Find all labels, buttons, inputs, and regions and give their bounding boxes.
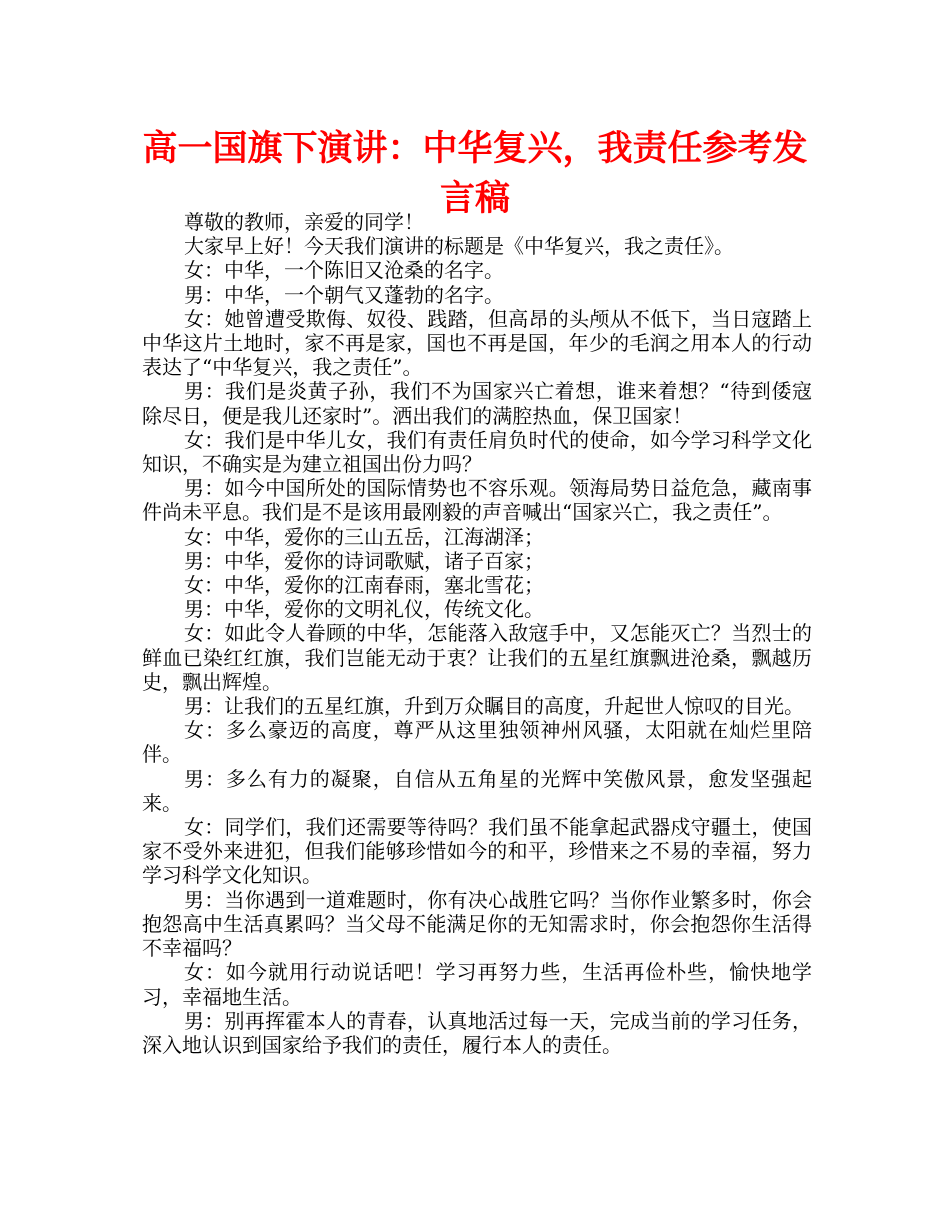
paragraph: 男：我们是炎黄子孙，我们不为国家兴亡着想，谁来着想？“待到倭寇除尽日，便是我儿还家时”。洒出我们的满腔热血，保卫国家！ (142, 379, 812, 428)
document-title: 高一国旗下演讲：中华复兴，我责任参考发言稿 (142, 129, 808, 219)
paragraph: 男：别再挥霍本人的青春，认真地活过每一天，完成当前的学习任务，深入地认识到国家给予我们的责任，履行本人的责任。 (142, 1008, 812, 1057)
paragraph: 男：中华，一个朝气又蓬勃的名字。 (184, 282, 504, 307)
paragraph: 女：同学们，我们还需要等待吗？我们虽不能拿起武器戍守疆土，使国家不受外来进犯，但我们能够珍惜如今的和平，珍惜来之不易的幸福，努力学习科学文化知识。 (142, 815, 812, 888)
paragraph: 男：如今中国所处的国际情势也不容乐观。领海局势日益危急，藏南事件尚未平息。我们是不是该用最刚毅的声音喊出“国家兴亡，我之责任”。 (142, 476, 812, 525)
paragraph: 男：多么有力的凝聚，自信从五角星的光辉中笑傲风景，愈发坚强起来。 (142, 766, 812, 815)
paragraph: 女：她曾遭受欺侮、奴役、践踏，但高昂的头颅从不低下，当日寇踏上中华这片土地时，家不再是家，国也不再是国，年少的毛润之用本人的行动表达了“中华复兴，我之责任”。 (142, 306, 812, 380)
paragraph: 女：如此令人眷顾的中华，怎能落入敌寇手中，又怎能灭亡？当烈士的鲜血已染红红旗，我们岂能无动于衷？让我们的五星红旗飘进沧桑，飘越历史，飘出辉煌。 (142, 621, 812, 694)
paragraph: 女：中华，爱你的三山五岳，江海湖泽； (184, 524, 544, 549)
speech-body (142, 210, 812, 1057)
paragraph: 女：多么豪迈的高度，尊严从这里独领神州风骚，太阳就在灿烂里陪伴。 (142, 718, 812, 767)
paragraph-intro: 大家早上好！今天我们演讲的标题是《中华复兴，我之责任》。 (184, 234, 734, 259)
paragraph: 女：中华，爱你的江南春雨，塞北雪花； (184, 573, 544, 598)
paragraph: 女：如今就用行动说话吧！学习再努力些，生活再俭朴些，愉快地学习，幸福地生活。 (142, 960, 812, 1009)
paragraph: 男：中华，爱你的文明礼仪，传统文化。 (184, 597, 544, 622)
paragraph: 男：当你遇到一道难题时，你有决心战胜它吗？当你作业繁多时，你会抱怨高中生活真累吗？当父母不能满足你的无知需求时，你会抱怨你生活得不幸福吗？ (142, 887, 812, 961)
paragraph-greeting: 尊敬的教师，亲爱的同学！ (184, 210, 424, 234)
paragraph: 男：让我们的五星红旗，升到万众瞩目的高度，升起世人惊叹的目光。 (184, 694, 804, 719)
paragraph: 女：我们是中华儿女，我们有责任肩负时代的使命，如今学习科学文化知识，不确实是为建立祖国出份力吗？ (142, 427, 812, 477)
paragraph: 男：中华，爱你的诗词歌赋，诸子百家； (184, 548, 544, 573)
paragraph: 女：中华，一个陈旧又沧桑的名字。 (184, 258, 504, 283)
